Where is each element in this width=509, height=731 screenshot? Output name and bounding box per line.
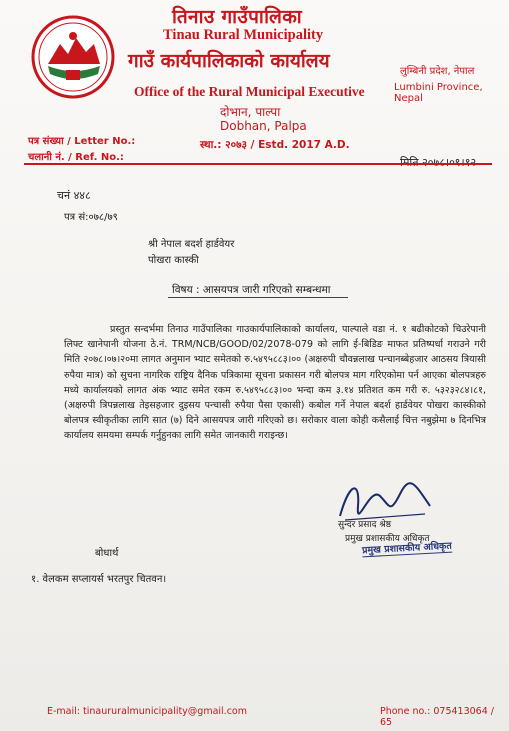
letter-no-label: पत्र संख्या / Letter No.: (28, 136, 136, 147)
subject-underline (168, 297, 348, 298)
municipality-name-en: Tinau Rural Municipality (163, 27, 324, 43)
ref-no-label: चलानी नं. / Ref. No.: (28, 152, 124, 163)
province-np: लुम्बिनी प्रदेश, नेपाल (400, 66, 475, 77)
recipient-name: श्री नेपाल बदर्श हार्डवेयर (148, 239, 235, 250)
footer-phone: Phone no.: 075413064 / 65 (380, 706, 494, 728)
cc-heading: बोधार्थ (95, 548, 119, 559)
footer-email: E-mail: tinaururalmunicipality@gmail.com (47, 706, 247, 717)
cc-recipient: १. वेलकम सप्लायर्स भरतपुर चितवन। (31, 574, 167, 585)
letter-body-paragraph: प्रस्तुत सन्दर्भमा तिनाउ गाउँपालिका गाउकार्यपालिकाको कार्यालय, पाल्पाले वडा नं. १ बढीकोटको चिउरेपानी लिफ्ट खानेपानी योजना ठे.नं. TRM/NCB/GOOD/02/2078-079 को लागि ई-बिडिङ माफत प्रतिष्पर्धा गराउने गरी मिति २०७८।०७।२०मा लागत अनुमान भ्याट समेतको रु.५४९५८८३।०० (अक्षरुपी चौवन्नलाख पन्चानब्बेहजार आठसय त्रियासी रुपैया मात्र) को सुचना नागरिक राष्ट्रिय दैनिक पत्रिकामा सूचना प्रकासन गरी बोलपत्र माग गरिएकोमा पर्न आएका बोलपत्रहरु मध्ये कार्यालयको लागत अंक भ्याट समेत रकम रु.५४९५८८३।०० भन्दा कम ३.१४ प्रतिशत कम गरी रु. ५३२३२८४।८१, (अक्षरुपी त्रिपन्नलाख तेइसहजार दुइसय पन्चासी रुपैया पैसा एकासी) कबोल गर्ने नेपाल बदर्श हार्डवेयर पोखरा कास्कीको बोलपत्र स्वीकृतीका लागि सात (७) दिने आसयपत्र जारी गरिएको छ। सरोकार वाला कोही कसैलाई चित्त नबुझेमा ७ दिनभित्र कार्यालय समयमा सम्पर्क गर्नुहुनका लागि समेत जानकारी गराइन्छ। (64, 324, 486, 442)
municipality-emblem-icon (28, 14, 118, 100)
recipient-address: पोखरा कास्की (148, 255, 199, 266)
province-en: Lumbini Province, Nepal (394, 82, 483, 104)
dispatch-number: चनं ४४८ (57, 189, 91, 202)
municipality-name-np: तिनाउ गाउँपालिका (172, 6, 303, 28)
office-name-en: Office of the Rural Municipal Executive (134, 84, 365, 99)
official-stamp: प्रमुख प्रशासकीय अधिकृत (361, 540, 453, 557)
signer-name: सुन्दर प्रसाद श्रेष्ठ (338, 520, 392, 530)
established-year: स्था.: २०७३ / Estd. 2017 A.D. (200, 139, 350, 151)
signer-title: प्रमुख प्रशासकीय अधिकृत (345, 534, 430, 544)
office-name-np: गाउँ कार्यपालिकाको कार्यालय (128, 50, 330, 72)
header-divider (24, 163, 492, 165)
location-en: Dobhan, Palpa (220, 119, 307, 133)
fiscal-reference: पत्र सं:०७८/७९ (64, 212, 118, 223)
letter-subject: विषय : आसयपत्र जारी गरिएको सम्बन्धमा (172, 284, 331, 296)
location-np: दोभान, पाल्पा (220, 105, 281, 119)
